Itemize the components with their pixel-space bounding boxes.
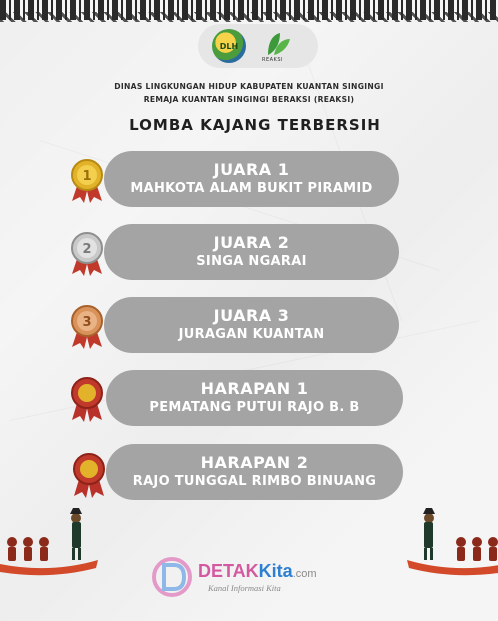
winner-name: MAHKOTA ALAM BUKIT PIRAMID <box>130 181 373 196</box>
reaksi-logo-text: REAKSI <box>262 57 283 63</box>
winner-row <box>0 444 498 502</box>
winner-name: RAJO TUNGGAL RIMBO BINUANG <box>132 474 377 489</box>
winner-name: SINGA NGARAI <box>196 254 307 269</box>
winner-row <box>0 151 498 209</box>
winner-name: JURAGAN KUANTAN <box>178 327 325 342</box>
silver-medal-icon <box>68 230 106 276</box>
red-ribbon-medal-icon <box>70 452 108 498</box>
watermark-brand-com: .com <box>292 568 317 580</box>
medal-number: 1 <box>82 169 92 184</box>
page-title: LOMBA KAJANG TERBERSIH <box>129 116 381 134</box>
winner-row <box>0 224 498 282</box>
ornamental-top-border <box>0 0 498 20</box>
reaksi-logo <box>262 29 298 63</box>
dlh-logo <box>212 29 246 63</box>
detakkita-logo-icon <box>150 555 196 599</box>
medal-number: 2 <box>82 242 92 257</box>
leaf-icon <box>262 29 292 57</box>
winner-rank: JUARA 1 <box>213 160 290 179</box>
winner-bar <box>104 151 399 207</box>
winner-row <box>0 297 498 355</box>
logo-bar <box>198 24 318 68</box>
watermark-brand-kita: Kita <box>258 561 293 581</box>
bronze-medal-icon <box>68 303 106 349</box>
winner-bar <box>104 224 399 280</box>
winner-rank: HARAPAN 1 <box>200 379 309 398</box>
winner-bar <box>106 370 403 426</box>
winner-bar <box>106 444 403 500</box>
winner-name: PEMATANG PUTUI RAJO B. B <box>149 400 360 415</box>
organizer-line-1: DINAS LINGKUNGAN HIDUP KABUPATEN KUANTAN SINGINGI <box>114 82 384 91</box>
winner-row <box>0 370 498 428</box>
organizer-line-2: REMAJA KUANTAN SINGINGI BERAKSI (REAKSI) <box>143 95 355 104</box>
detakkita-watermark <box>150 555 360 599</box>
winner-bar <box>104 297 399 353</box>
boat-racers-illustration <box>405 500 498 580</box>
red-ribbon-medal-icon <box>68 376 106 422</box>
winner-rank: HARAPAN 2 <box>200 453 309 472</box>
winner-rank: JUARA 3 <box>213 306 290 325</box>
dlh-logo-text: DLH <box>219 41 239 51</box>
gold-medal-icon <box>68 157 106 203</box>
watermark-brand <box>198 561 317 582</box>
winner-rank: JUARA 2 <box>213 233 290 252</box>
watermark-brand-detak: DETAK <box>198 561 259 581</box>
medal-number: 3 <box>82 315 92 330</box>
boat-racers-illustration <box>0 500 100 580</box>
watermark-tagline: Kanal Informasi Kita <box>208 583 281 593</box>
